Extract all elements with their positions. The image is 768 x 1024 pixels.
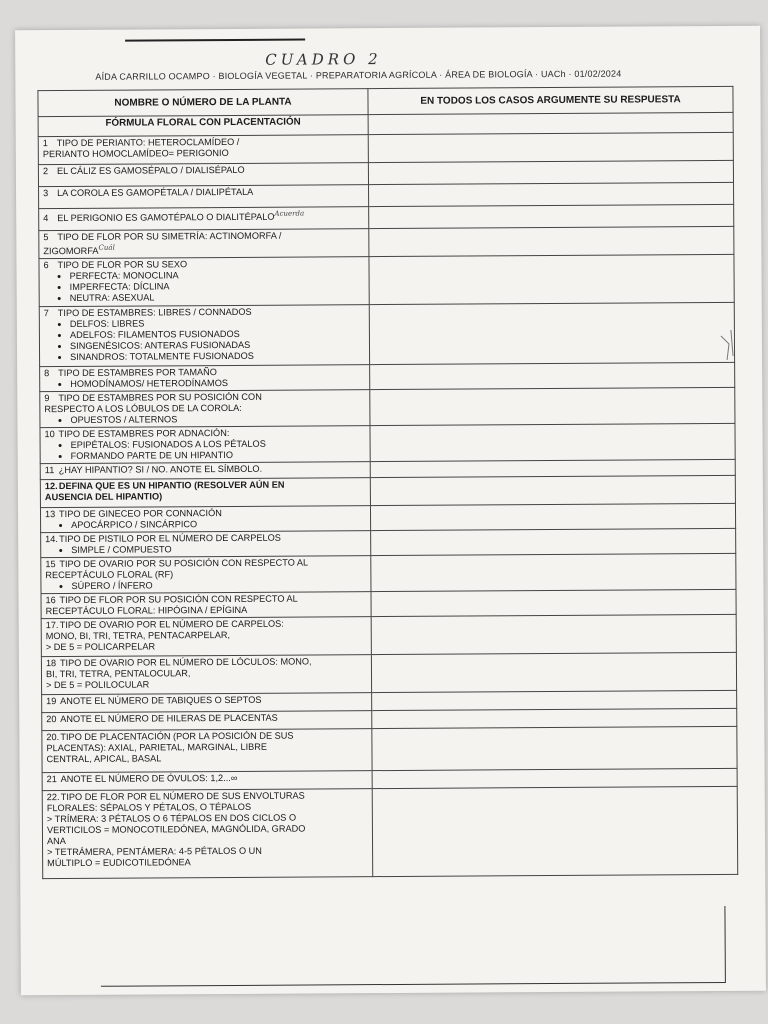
- list-item: • SÚPERO / ÍNFERO: [71, 579, 366, 592]
- question-cell: [41, 655, 371, 695]
- handwritten-note: Cuál: [98, 243, 115, 252]
- question-text: ANOTE EL NÚMERO DE TABIQUES O SEPTOS: [60, 694, 262, 707]
- column-header-answer: EN TODOS LOS CASOS ARGUMENTE SU RESPUESTA: [368, 86, 733, 114]
- question-text: RECEPTÁCULO FLORAL (RF): [45, 569, 174, 581]
- question-text: BI, TRI, TETRA, PENTALOCULAR,: [45, 668, 191, 680]
- question-cell: [42, 729, 372, 773]
- table-row: [40, 475, 735, 507]
- question-text: TIPO DE GINECEO POR CONNACIÓN: [58, 508, 222, 520]
- question-number: 6: [43, 260, 49, 271]
- answer-cell[interactable]: [368, 112, 733, 134]
- list-item: • IMPERFECTA: DÍCLINA: [70, 280, 365, 293]
- option-list: [44, 269, 365, 304]
- question-text: AUSENCIA DEL HIPANTIO): [44, 491, 163, 503]
- answer-cell[interactable]: [370, 475, 735, 505]
- question-number: 7: [43, 308, 49, 319]
- answer-cell[interactable]: [372, 726, 737, 770]
- question-text: LA COROLA ES GAMOPÉTALA / DIALIPÉTALA: [57, 186, 254, 199]
- question-number: 19: [46, 696, 57, 707]
- option-list: [45, 543, 366, 556]
- question-text: MÚLTIPLO = EUDICOTILEDÓNEA: [47, 857, 191, 869]
- option-list: [44, 377, 365, 390]
- table-row: [38, 132, 733, 164]
- question-number: 17.: [45, 620, 59, 631]
- question-number: 12.: [44, 481, 58, 492]
- table-row: [40, 387, 735, 427]
- question-text: TIPO DE PERIANTO: HETEROCLAMÍDEO /: [56, 136, 240, 149]
- question-number: 20.: [46, 732, 60, 743]
- answer-cell[interactable]: [370, 362, 735, 389]
- corner-rule-vertical: [724, 906, 725, 982]
- question-text: TIPO DE PLACENTACIÓN (POR LA POSICIÓN DE SUS: [60, 730, 294, 743]
- answer-cell[interactable]: [372, 708, 737, 728]
- question-number: 14.: [45, 534, 58, 545]
- question-cell: [39, 229, 369, 259]
- answer-cell[interactable]: [371, 652, 736, 692]
- question-text: > DE 5 = POLICARPELAR: [45, 641, 156, 653]
- table-row: [42, 786, 738, 878]
- answer-cell[interactable]: [370, 423, 735, 461]
- question-text: > DE 5 = POLILOCULAR: [46, 679, 150, 691]
- question-text: DEFINA QUE ES UN HIPANTIO (RESOLVER AÚN EN: [58, 479, 285, 492]
- list-item: • SINGENÉSICOS: ANTERAS FUSIONADAS: [70, 339, 365, 352]
- question-number: 3: [43, 188, 49, 199]
- question-text: ANOTE EL NÚMERO DE HILERAS DE PLACENTAS: [60, 712, 278, 725]
- answer-cell[interactable]: [369, 182, 734, 206]
- table-row: [41, 553, 736, 593]
- question-text: EL PERIGONIO ES GAMOTÉPALO O DIALITÉPALO: [57, 211, 275, 224]
- question-number: 13: [44, 509, 56, 520]
- list-item: • DELFOS: LIBRES: [70, 317, 365, 330]
- question-text: ¿HAY HIPANTIO? SI / NO. ANOTE EL SÍMBOLO.: [58, 463, 263, 476]
- question-number: 5: [43, 232, 49, 243]
- option-list: [44, 413, 365, 426]
- question-text: TIPO DE FLOR POR EL NÚMERO DE SUS ENVOLTURAS: [60, 790, 305, 803]
- table-row: [40, 423, 735, 463]
- handwritten-note: Acuerda: [274, 209, 305, 218]
- answer-cell[interactable]: [371, 589, 736, 616]
- page-title: CUADRO 2: [265, 50, 382, 69]
- question-cell: [38, 135, 368, 165]
- formula-label: FÓRMULA FLORAL CON PLACENTACIÓN: [38, 115, 368, 137]
- option-list: [45, 438, 366, 462]
- answer-cell[interactable]: [372, 768, 737, 788]
- question-text: FLORALES: SÉPALOS Y PÉTALOS, O TÉPALOS: [46, 801, 252, 814]
- question-cell: [41, 592, 371, 619]
- question-number: 18: [45, 658, 57, 669]
- table-row: [39, 302, 734, 366]
- question-cell: [39, 305, 369, 367]
- question-cell: [41, 556, 371, 594]
- question-text: VERTICILOS = MONOCOTILEDÓNEA, MAGNÓLIDA, GRADO: [46, 823, 306, 836]
- answer-cell[interactable]: [368, 132, 733, 162]
- column-header-plant: NOMBRE O NÚMERO DE LA PLANTA: [38, 89, 368, 117]
- list-item: • EPIPÉTALOS: FUSIONADOS A LOS PÉTALOS: [71, 438, 366, 451]
- question-cell: [39, 185, 369, 209]
- question-cell: [41, 617, 371, 657]
- question-text: RECEPTÁCULO FLORAL: HIPÓGINA / EPÍGINA: [45, 604, 248, 617]
- question-text: ANOTE EL NÚMERO DE ÓVULOS: 1,2...∞: [60, 773, 238, 785]
- question-text: PLACENTAS): AXIAL, PARIETAL, MARGINAL, LIBRE: [46, 741, 268, 754]
- answer-cell[interactable]: [370, 503, 735, 530]
- question-text: > TETRÁMERA, PENTÁMERA: 4-5 PÉTALOS O UN: [47, 845, 262, 858]
- question-number: 15: [45, 559, 56, 570]
- answer-cell[interactable]: [371, 614, 736, 654]
- list-item: • OPUESTOS / ALTERNOS: [70, 413, 365, 426]
- answer-cell[interactable]: [372, 786, 738, 876]
- question-cell: [39, 257, 369, 307]
- question-number: 4: [43, 213, 49, 224]
- question-cell: [39, 207, 369, 231]
- answer-cell[interactable]: [369, 254, 734, 304]
- question-number: 16: [45, 595, 56, 606]
- question-text: RESPECTO A LOS LÓBULOS DE LA COROLA:: [44, 402, 242, 415]
- list-item: • PERFECTA: MONOCLINA: [70, 269, 365, 282]
- question-number: 2: [42, 166, 49, 177]
- bottom-rule: [101, 982, 726, 987]
- question-cell: [40, 478, 370, 508]
- option-list: [45, 518, 366, 531]
- option-list: [45, 579, 366, 592]
- question-text: TIPO DE FLOR POR SU POSICIÓN CON RESPECTO AL: [59, 593, 298, 606]
- question-cell: [41, 531, 371, 558]
- margin-scribble-icon: [717, 326, 747, 366]
- question-number: 10: [44, 429, 55, 440]
- page-header: AÍDA CARRILLO OCAMPO · BIOLOGÍA VEGETAL · PREPARATORIA AGRÍCOLA · ÁREA DE BIOLOGÍA · UACh · 01/02/2024: [95, 68, 622, 82]
- question-cell: [40, 365, 370, 392]
- answer-cell[interactable]: [371, 553, 736, 591]
- question-text: ANA: [46, 836, 66, 847]
- list-item: • SIMPLE / COMPUESTO: [71, 543, 366, 556]
- question-cell: [42, 771, 372, 791]
- question-number: 8: [44, 368, 50, 379]
- question-number: 20: [46, 714, 57, 725]
- table-row: [39, 254, 734, 306]
- table-row: [39, 226, 734, 258]
- question-text: TIPO DE ESTAMBRES: LIBRES / CONNADOS: [57, 306, 252, 319]
- answer-cell[interactable]: [369, 204, 734, 228]
- table-row: [41, 614, 736, 656]
- list-item: • SINANDROS: TOTALMENTE FUSIONADOS: [70, 350, 365, 363]
- plant-characteristics-table: [37, 86, 738, 879]
- question-text: PERIANTO HOMOCLAMÍDEO= PERIGONIO: [42, 147, 229, 160]
- question-text: ZIGOMORFA: [43, 245, 99, 257]
- question-cell: [40, 390, 370, 428]
- answer-cell[interactable]: [369, 302, 734, 364]
- question-text: TIPO DE ESTAMBRES POR TAMAÑO: [58, 367, 217, 379]
- question-text: TIPO DE OVARIO POR SU POSICIÓN CON RESPECTO AL: [59, 557, 309, 570]
- answer-cell[interactable]: [369, 226, 734, 256]
- list-item: • ADELFOS: FILAMENTOS FUSIONADOS: [70, 328, 365, 341]
- worksheet-page: [15, 26, 766, 996]
- list-item: • APOCÁRPICO / SINCÁRPICO: [71, 518, 366, 531]
- list-item: • HOMODÍNAMOS/ HETERODÍNAMOS: [70, 377, 365, 390]
- question-text: TIPO DE FLOR POR SU SIMETRÍA: ACTINOMORFA /: [57, 230, 282, 243]
- question-cell: [42, 693, 372, 713]
- question-text: TIPO DE PISTILO POR EL NÚMERO DE CARPELOS: [59, 532, 281, 545]
- question-text: > TRÍMERA: 3 PÉTALOS O 6 TÉPALOS EN DOS CICLOS O: [46, 812, 297, 825]
- question-cell: [40, 426, 370, 464]
- question-text: TIPO DE OVARIO POR EL NÚMERO DE CARPELOS:: [59, 618, 284, 631]
- question-cell: [40, 506, 370, 533]
- answer-cell[interactable]: [368, 160, 733, 184]
- answer-cell[interactable]: [370, 387, 735, 425]
- answer-cell[interactable]: [372, 690, 737, 710]
- table-row: [42, 726, 737, 772]
- question-cell: [42, 711, 372, 731]
- question-cell: [38, 163, 368, 187]
- question-text: CENTRAL, APICAL, BASAL: [46, 753, 162, 765]
- question-text: TIPO DE OVARIO POR EL NÚMERO DE LÓCULOS: MONO,: [59, 656, 312, 669]
- question-text: EL CÁLIZ ES GAMOSÉPALO / DIALISÉPALO: [56, 164, 245, 177]
- question-number: 21: [46, 774, 57, 785]
- question-text: MONO, BI, TRI, TETRA, PENTACARPELAR,: [45, 630, 231, 642]
- question-number: 9: [44, 393, 50, 404]
- option-list: [44, 317, 365, 363]
- top-rule: [125, 39, 305, 42]
- question-cell: [42, 789, 373, 879]
- question-text: TIPO DE ESTAMBRES POR ADNACIÓN:: [58, 428, 230, 440]
- list-item: • NEUTRA: ASEXUAL: [70, 291, 365, 304]
- question-number: 1: [42, 138, 48, 149]
- list-item: • FORMANDO PARTE DE UN HIPANTIO: [71, 449, 366, 462]
- table-row: [41, 652, 736, 694]
- answer-cell[interactable]: [371, 528, 736, 555]
- question-number: 22.: [46, 792, 60, 803]
- question-text: TIPO DE ESTAMBRES POR SU POSICIÓN CON: [58, 391, 262, 404]
- question-number: 11: [44, 465, 55, 476]
- question-text: TIPO DE FLOR POR SU SEXO: [57, 259, 188, 271]
